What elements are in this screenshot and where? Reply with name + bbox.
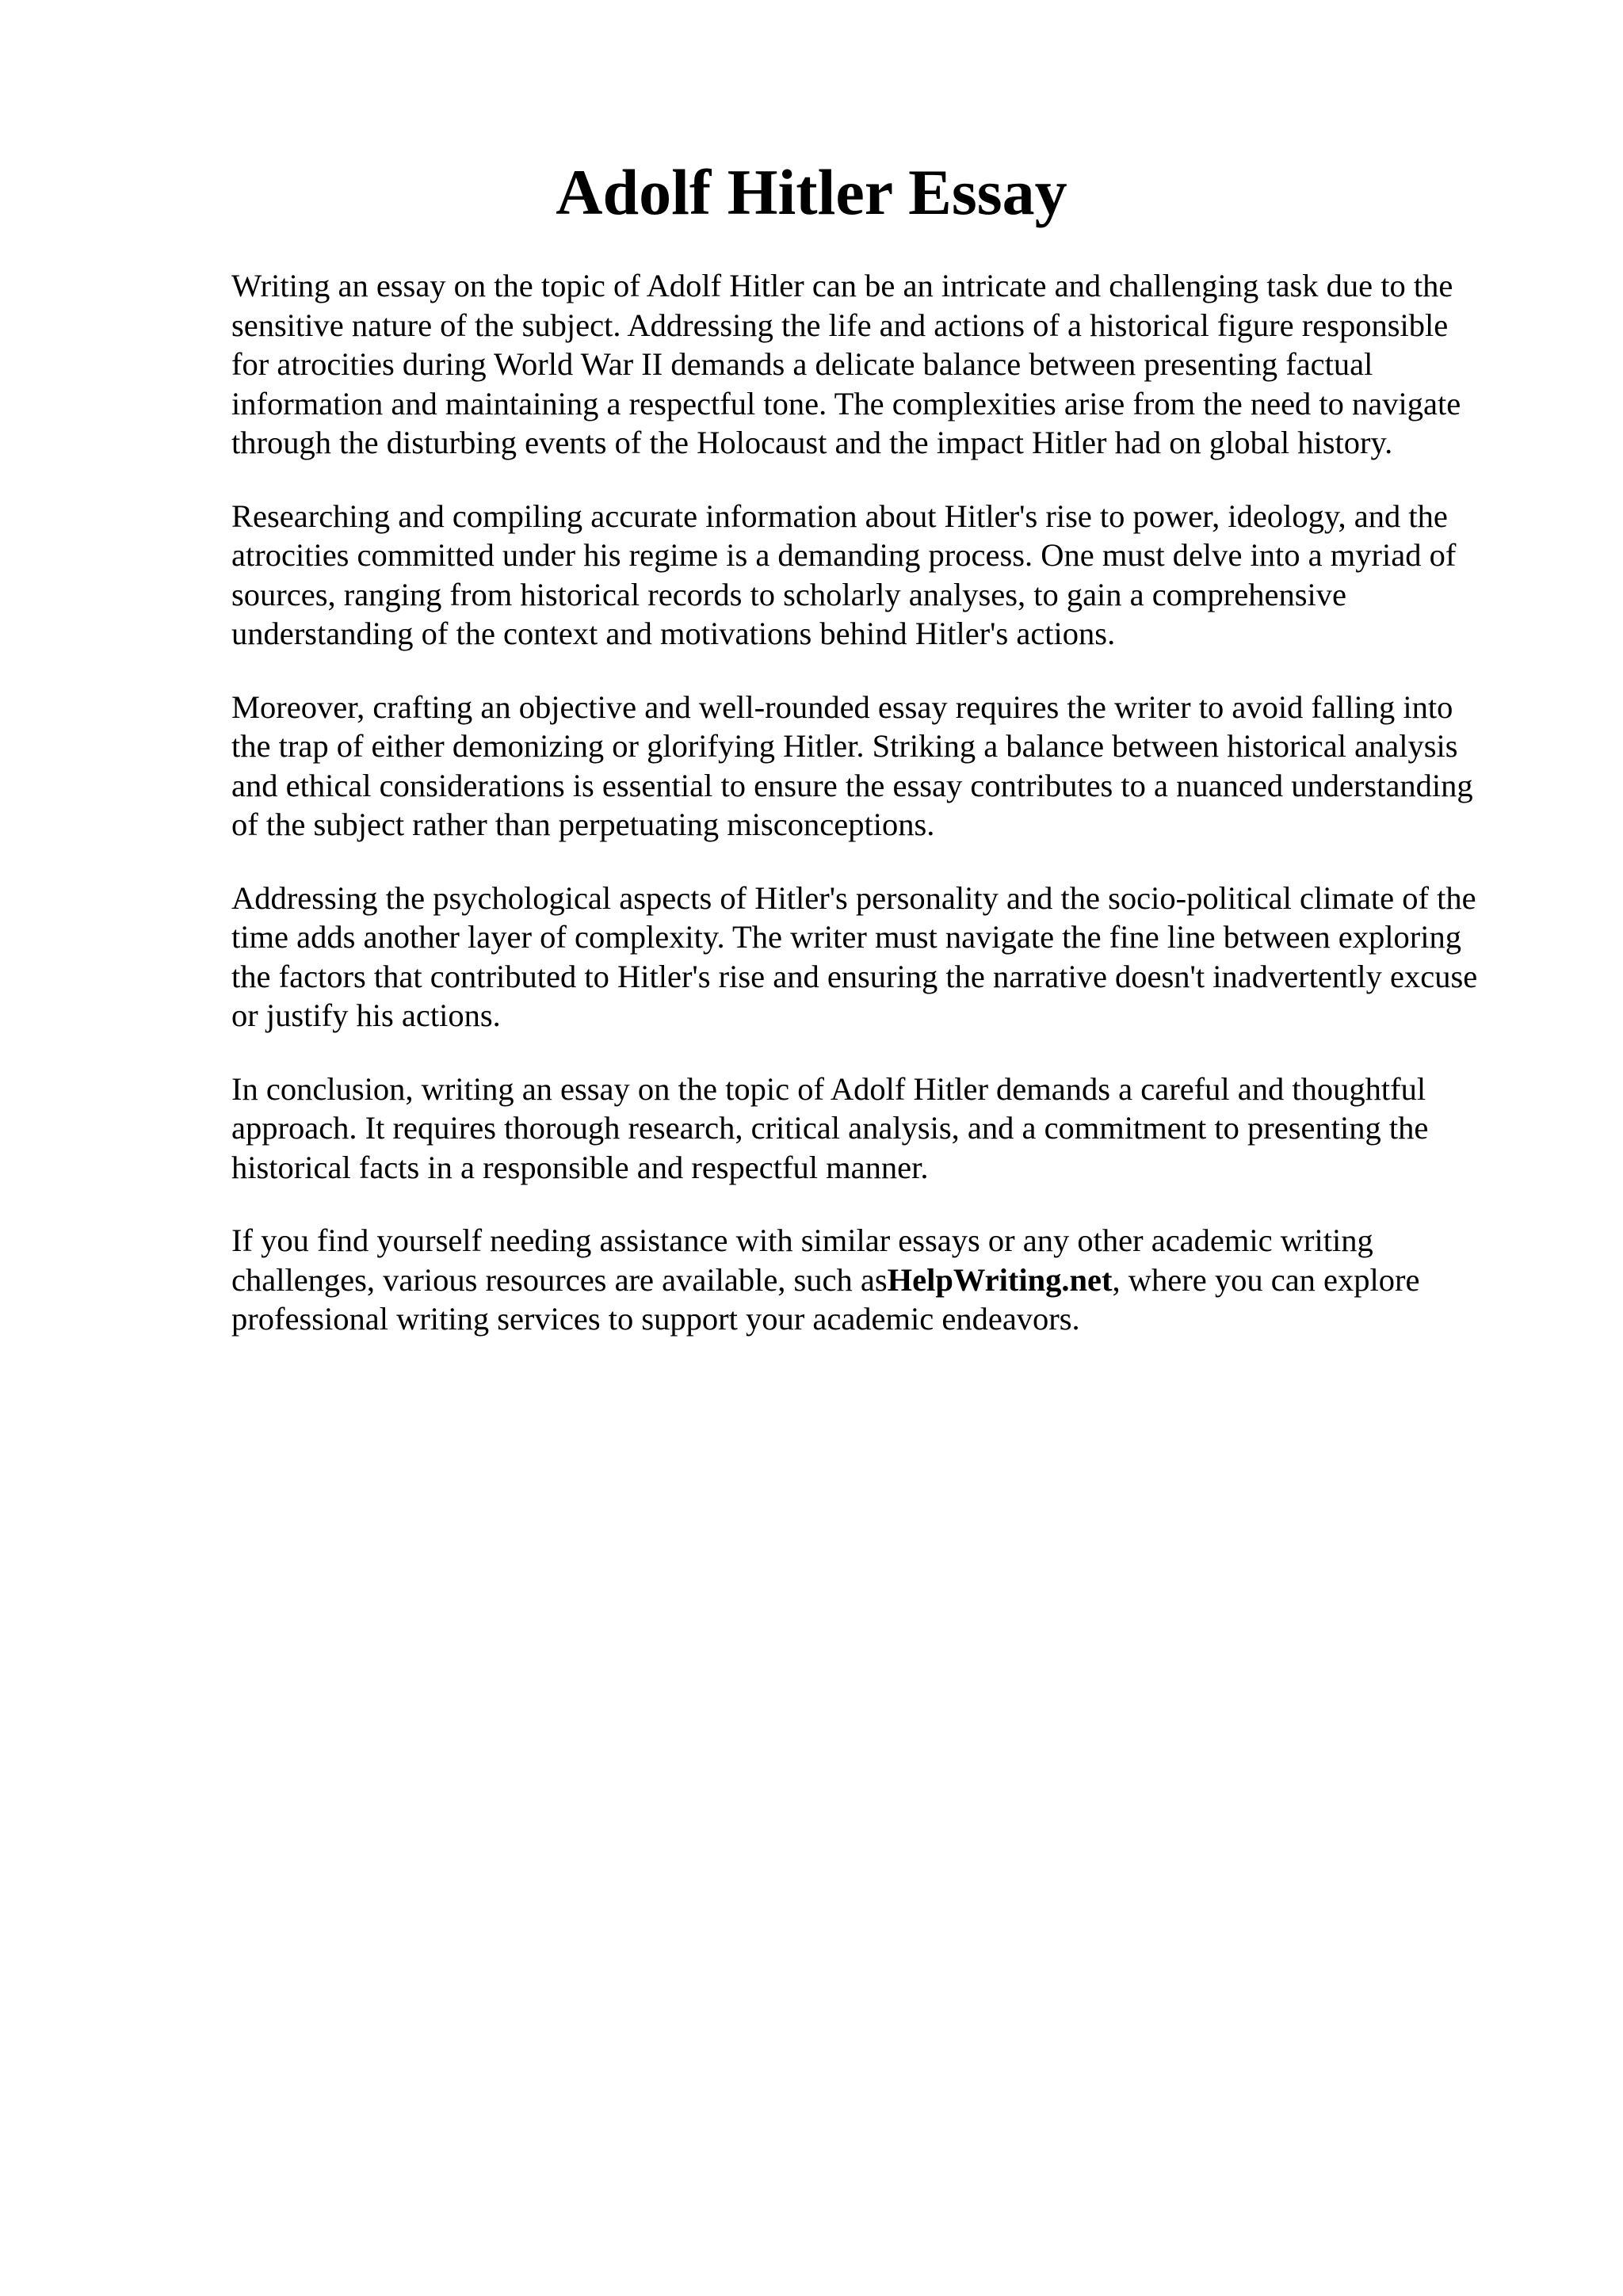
paragraph-line: historical facts in a responsible and respectful manner.	[231, 1149, 929, 1185]
paragraph-line: Addressing the psychological aspects of Hitler's personality and the socio-political climate of the	[231, 879, 1476, 916]
paragraph-1	[231, 266, 1531, 463]
paragraph-line: and ethical considerations is essential to ensure the essay contributes to a nuanced understanding	[231, 767, 1473, 803]
paragraph-2	[231, 497, 1531, 654]
paragraph-line: Researching and compiling accurate information about Hitler's rise to power, ideology, and the	[231, 498, 1448, 534]
paragraph-line: understanding of the context and motivations behind Hitler's actions.	[231, 616, 1116, 651]
paragraph-line: the factors that contributed to Hitler's rise and ensuring the narrative doesn't inadvertently excuse	[231, 958, 1478, 994]
paragraph-line: approach. It requires thorough research, critical analysis, and a commitment to presenting the	[231, 1110, 1429, 1146]
page-title: Adolf Hitler Essay	[556, 156, 1067, 228]
paragraph-line: Moreover, crafting an objective and well-rounded essay requires the writer to avoid falling into	[231, 688, 1453, 725]
paragraph-line: professional writing services to support your academic endeavors.	[231, 1301, 1080, 1337]
paragraph-line: or justify his actions.	[231, 997, 501, 1033]
paragraph-line: If you find yourself needing assistance with similar essays or any other academic writing	[231, 1222, 1373, 1258]
paragraph-line: through the disturbing events of the Holocaust and the impact Hitler had on global history.	[231, 425, 1393, 460]
paragraph-closing	[231, 1221, 1531, 1339]
paragraph-line: Writing an essay on the topic of Adolf Hitler can be an intricate and challenging task due to the	[231, 268, 1453, 303]
closing-text-after-link: , where you can explore	[1112, 1261, 1420, 1298]
helpwriting-link[interactable]: HelpWriting.net	[887, 1261, 1113, 1298]
paragraph-3	[231, 688, 1531, 845]
paragraph-line: time adds another layer of complexity. The writer must navigate the fine line between exploring	[231, 919, 1461, 955]
paragraph-5	[231, 1070, 1531, 1188]
paragraph-line: In conclusion, writing an essay on the topic of Adolf Hitler demands a careful and thoughtful	[231, 1070, 1426, 1107]
paragraph-line: sources, ranging from historical records to scholarly analyses, to gain a comprehensive	[231, 576, 1346, 612]
essay-body	[231, 266, 1531, 1373]
paragraph-line: the trap of either demonizing or glorifying Hitler. Striking a balance between historical analysis	[231, 728, 1458, 764]
closing-text-before-link: challenges, various resources are available, such as	[231, 1261, 888, 1298]
paragraph-line-with-link	[231, 1261, 1531, 1300]
paragraph-line: of the subject rather than perpetuating misconceptions.	[231, 807, 935, 842]
paragraph-line: information and maintaining a respectful tone. The complexities arise from the need to navigate	[231, 385, 1461, 421]
paragraph-line: sensitive nature of the subject. Addressing the life and actions of a historical figure responsible	[231, 307, 1449, 343]
paragraph-line: atrocities committed under his regime is a demanding process. One must delve into a myriad of	[231, 537, 1457, 573]
paragraph-4	[231, 879, 1531, 1035]
paragraph-line: for atrocities during World War II demands a delicate balance between presenting factual	[231, 346, 1373, 382]
